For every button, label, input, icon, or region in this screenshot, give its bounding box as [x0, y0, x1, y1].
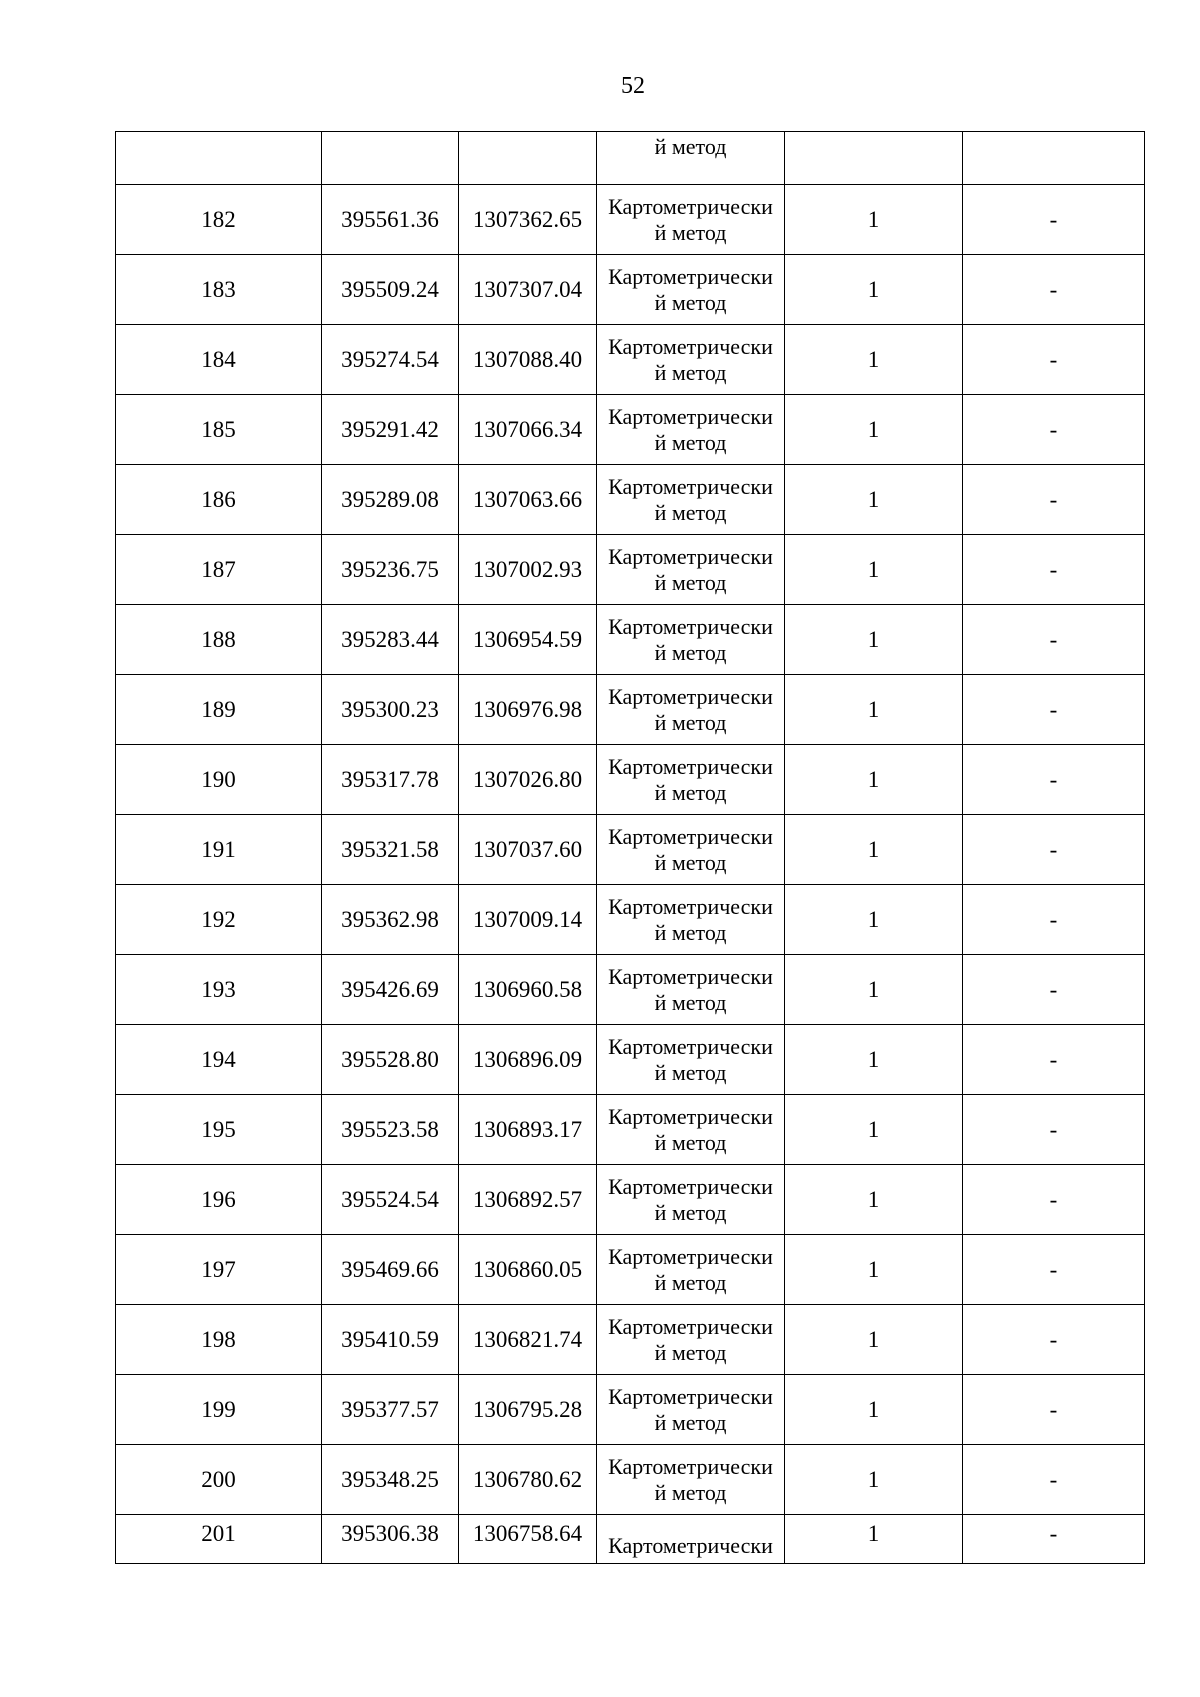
cell-accuracy: 1	[785, 465, 963, 535]
cell-x: 395426.69	[322, 955, 459, 1025]
table-row	[116, 955, 1145, 1025]
method-line-1: Картометрически	[608, 1383, 773, 1409]
method-line-2: й метод	[654, 289, 727, 315]
method-line-1: Картометрически	[608, 1243, 773, 1269]
cell-accuracy: 1	[785, 1165, 963, 1235]
cell-y: 1306780.62	[459, 1445, 597, 1515]
method-line-1: Картометрически	[608, 403, 773, 429]
page-number: 52	[621, 73, 645, 99]
cell-accuracy: 1	[785, 955, 963, 1025]
cell-accuracy: 1	[785, 1305, 963, 1375]
cell-accuracy: 1	[785, 255, 963, 325]
method-line-1: Картометрически	[608, 1103, 773, 1129]
cell-x: 395561.36	[322, 185, 459, 255]
cell-note: -	[963, 535, 1145, 605]
cell-point-number: 184	[116, 325, 322, 395]
table-row	[116, 605, 1145, 675]
method-line-2: й метод	[654, 919, 727, 945]
cell-method	[597, 465, 785, 535]
method-line-2: й метод	[654, 569, 727, 595]
cell-method	[597, 885, 785, 955]
method-line-1: Картометрически	[608, 333, 773, 359]
cell-y: 1306896.09	[459, 1025, 597, 1095]
method-line-2: й метод	[654, 219, 727, 245]
cell-method	[597, 955, 785, 1025]
cell-accuracy	[785, 132, 963, 185]
cell-accuracy: 1	[785, 1235, 963, 1305]
cell-accuracy: 1	[785, 535, 963, 605]
cell-y: 1307066.34	[459, 395, 597, 465]
cell-y: 1307009.14	[459, 885, 597, 955]
cell-x	[322, 132, 459, 185]
cell-y: 1306860.05	[459, 1235, 597, 1305]
method-line-2: й метод	[654, 1269, 727, 1295]
cell-point-number: 197	[116, 1235, 322, 1305]
cell-method	[597, 1025, 785, 1095]
cell-y: 1307063.66	[459, 465, 597, 535]
cell-method	[597, 185, 785, 255]
table-row	[116, 325, 1145, 395]
table-row	[116, 1025, 1145, 1095]
method-line-2: й метод	[654, 639, 727, 665]
cell-method	[597, 1375, 785, 1445]
cell-note: -	[963, 1165, 1145, 1235]
cell-accuracy: 1	[785, 745, 963, 815]
cell-point-number: 201	[116, 1515, 322, 1564]
table-row	[116, 885, 1145, 955]
cell-method	[597, 325, 785, 395]
method-line-1: Картометрически	[608, 613, 773, 639]
cell-note: -	[963, 745, 1145, 815]
cell-accuracy: 1	[785, 1445, 963, 1515]
cell-point-number	[116, 132, 322, 185]
method-line-2: й метод	[654, 1409, 727, 1435]
cell-y: 1307037.60	[459, 815, 597, 885]
cell-x: 395348.25	[322, 1445, 459, 1515]
cell-x: 395236.75	[322, 535, 459, 605]
cell-x: 395362.98	[322, 885, 459, 955]
cell-note: -	[963, 815, 1145, 885]
method-line-2: й метод	[654, 1339, 727, 1365]
method-line-2: й метод	[654, 1479, 727, 1505]
cell-note: -	[963, 1515, 1145, 1564]
cell-method	[597, 255, 785, 325]
cell-x: 395283.44	[322, 605, 459, 675]
method-line-2: й метод	[654, 499, 727, 525]
method-line-2: й метод	[654, 849, 727, 875]
cell-x: 395321.58	[322, 815, 459, 885]
cell-note: -	[963, 605, 1145, 675]
cell-point-number: 188	[116, 605, 322, 675]
cell-note: -	[963, 1095, 1145, 1165]
cell-point-number: 189	[116, 675, 322, 745]
cell-x: 395410.59	[322, 1305, 459, 1375]
cell-accuracy: 1	[785, 1095, 963, 1165]
cell-y: 1306893.17	[459, 1095, 597, 1165]
method-line-1: Картометрически	[608, 893, 773, 919]
cell-x: 395300.23	[322, 675, 459, 745]
method-line-1: Картометрически	[608, 473, 773, 499]
cell-note: -	[963, 185, 1145, 255]
cell-note: -	[963, 885, 1145, 955]
cell-method	[597, 605, 785, 675]
table-row	[116, 815, 1145, 885]
table-row-continued	[116, 132, 1145, 185]
cell-method	[597, 535, 785, 605]
cell-note: -	[963, 675, 1145, 745]
cell-method	[597, 1095, 785, 1165]
cell-note: -	[963, 955, 1145, 1025]
cell-x: 395289.08	[322, 465, 459, 535]
method-line-2: й метод	[654, 1059, 727, 1085]
cell-note: -	[963, 325, 1145, 395]
cell-note: -	[963, 465, 1145, 535]
method-line-2: й метод	[654, 429, 727, 455]
cell-x: 395317.78	[322, 745, 459, 815]
cell-accuracy: 1	[785, 185, 963, 255]
cell-y: 1306976.98	[459, 675, 597, 745]
table-row	[116, 185, 1145, 255]
coordinates-table	[115, 131, 1145, 1564]
method-line-1: Картометрически	[608, 1313, 773, 1339]
cell-point-number: 200	[116, 1445, 322, 1515]
table-row	[116, 395, 1145, 465]
cell-y	[459, 132, 597, 185]
cell-method: й метод	[597, 132, 785, 185]
method-line-2: й метод	[654, 359, 727, 385]
cell-note: -	[963, 1375, 1145, 1445]
cell-method	[597, 1445, 785, 1515]
cell-point-number: 182	[116, 185, 322, 255]
cell-accuracy: 1	[785, 675, 963, 745]
cell-note: -	[963, 1025, 1145, 1095]
cell-method	[597, 1165, 785, 1235]
table-row	[116, 1235, 1145, 1305]
method-line-1: Картометрически	[608, 1033, 773, 1059]
cell-point-number: 187	[116, 535, 322, 605]
method-line-1: Картометрически	[608, 683, 773, 709]
cell-x: 395306.38	[322, 1515, 459, 1564]
cell-point-number: 195	[116, 1095, 322, 1165]
cell-x: 395523.58	[322, 1095, 459, 1165]
cell-point-number: 192	[116, 885, 322, 955]
cell-x: 395509.24	[322, 255, 459, 325]
cell-point-number: 194	[116, 1025, 322, 1095]
cell-y: 1306960.58	[459, 955, 597, 1025]
cell-point-number: 199	[116, 1375, 322, 1445]
cell-y: 1307362.65	[459, 185, 597, 255]
cell-note: -	[963, 395, 1145, 465]
table-row	[116, 745, 1145, 815]
cell-x: 395291.42	[322, 395, 459, 465]
cell-point-number: 186	[116, 465, 322, 535]
cell-x: 395274.54	[322, 325, 459, 395]
table-row	[116, 465, 1145, 535]
cell-point-number: 193	[116, 955, 322, 1025]
cell-y: 1307307.04	[459, 255, 597, 325]
table-row	[116, 1095, 1145, 1165]
cell-accuracy: 1	[785, 1025, 963, 1095]
cell-y: 1306821.74	[459, 1305, 597, 1375]
cell-point-number: 198	[116, 1305, 322, 1375]
cell-y: 1307088.40	[459, 325, 597, 395]
cell-y: 1306758.64	[459, 1515, 597, 1564]
table-row	[116, 1165, 1145, 1235]
cell-point-number: 185	[116, 395, 322, 465]
cell-method	[597, 395, 785, 465]
table-row-last	[116, 1515, 1145, 1564]
method-line-2: й метод	[654, 1199, 727, 1225]
cell-point-number: 183	[116, 255, 322, 325]
cell-method	[597, 675, 785, 745]
cell-y: 1306892.57	[459, 1165, 597, 1235]
cell-point-number: 196	[116, 1165, 322, 1235]
table-row	[116, 675, 1145, 745]
method-line-1: Картометрически	[608, 1453, 773, 1479]
cell-accuracy: 1	[785, 325, 963, 395]
method-line-1: Картометрически	[608, 1173, 773, 1199]
cell-point-number: 190	[116, 745, 322, 815]
cell-x: 395524.54	[322, 1165, 459, 1235]
cell-y: 1306954.59	[459, 605, 597, 675]
method-line-2: й метод	[654, 1129, 727, 1155]
cell-y: 1307002.93	[459, 535, 597, 605]
method-line-2: й метод	[654, 709, 727, 735]
cell-point-number: 191	[116, 815, 322, 885]
cell-accuracy: 1	[785, 815, 963, 885]
method-line-1: Картометрически	[608, 753, 773, 779]
table-row	[116, 255, 1145, 325]
cell-accuracy: 1	[785, 605, 963, 675]
table-row	[116, 535, 1145, 605]
cell-accuracy: 1	[785, 1375, 963, 1445]
method-line-1: Картометрически	[608, 193, 773, 219]
cell-note: -	[963, 1235, 1145, 1305]
cell-y: 1307026.80	[459, 745, 597, 815]
cell-note: -	[963, 1305, 1145, 1375]
cell-method: Картометрически	[597, 1515, 785, 1564]
cell-x: 395528.80	[322, 1025, 459, 1095]
table-row	[116, 1305, 1145, 1375]
cell-accuracy: 1	[785, 1515, 963, 1564]
cell-accuracy: 1	[785, 395, 963, 465]
method-line-1: Картометрически	[608, 543, 773, 569]
cell-y: 1306795.28	[459, 1375, 597, 1445]
cell-note: -	[963, 1445, 1145, 1515]
method-line-2: й метод	[654, 989, 727, 1015]
cell-method	[597, 1305, 785, 1375]
cell-x: 395377.57	[322, 1375, 459, 1445]
method-line-1: Картометрически	[608, 963, 773, 989]
cell-method	[597, 745, 785, 815]
table-row	[116, 1375, 1145, 1445]
method-line-2: й метод	[654, 779, 727, 805]
method-line-1: Картометрически	[608, 263, 773, 289]
table-row	[116, 1445, 1145, 1515]
cell-note: -	[963, 255, 1145, 325]
cell-method	[597, 815, 785, 885]
method-line-1: Картометрически	[608, 823, 773, 849]
cell-method	[597, 1235, 785, 1305]
cell-note	[963, 132, 1145, 185]
cell-x: 395469.66	[322, 1235, 459, 1305]
cell-accuracy: 1	[785, 885, 963, 955]
